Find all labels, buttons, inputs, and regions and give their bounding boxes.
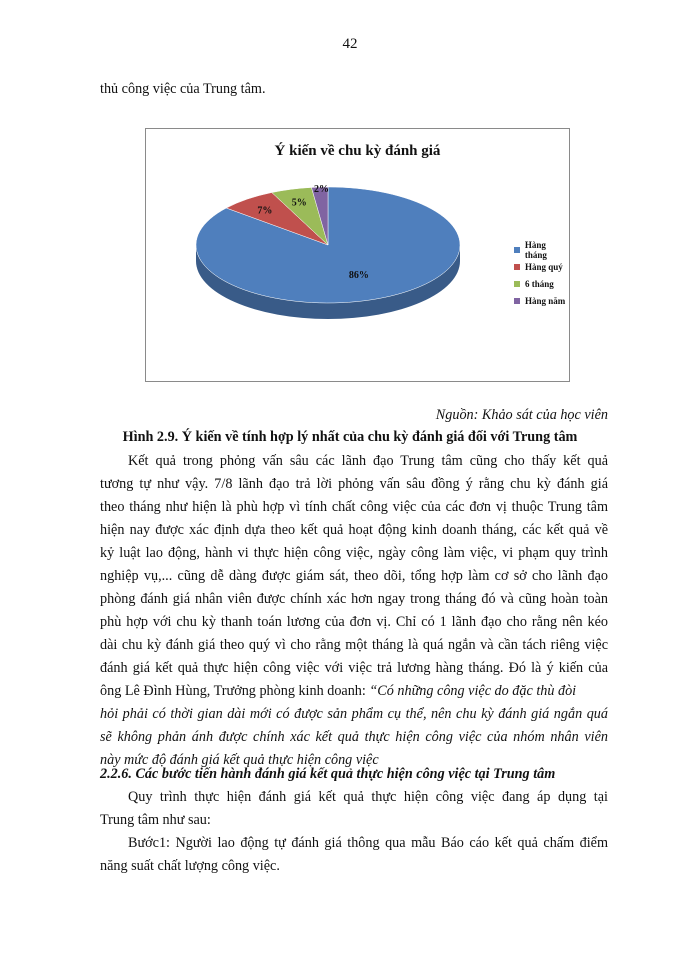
paragraph-line: phù hợp với chu kỳ thanh toán lương của đơn vị. Chỉ có 1 lãnh đạo cho rằng nên kéo: [100, 614, 608, 630]
paragraph-line: năng suất chất lượng công việc.: [100, 858, 280, 874]
legend-label: Hàng quý: [525, 261, 563, 272]
legend-label: Hàng tháng: [524, 239, 547, 260]
figure-source: Nguồn: Khảo sát của học viên: [435, 407, 608, 423]
legend-swatch-hang-quy: [514, 264, 520, 270]
paragraph-line: nghiệp vụ,... cũng dễ dàng được giám sát, theo dõi, tổng hợp làm cơ sở cho lãnh đạo: [100, 568, 608, 584]
section-heading: 2.2.6. Các bước tiến hành đánh giá kết quả thực hiện công việc tại Trung tâm: [100, 766, 556, 782]
paragraph-line: hiện nay được xác định dựa theo kết quả hoạt động kinh doanh tháng, các kết quả về: [100, 522, 608, 538]
speaker-text: ông Lê Đình Hùng, Trưởng phòng kinh doanh:: [100, 683, 370, 699]
paragraph-line: Bước1: Người lao động tự đánh giá thông qua mẫu Báo cáo kết quả chấm điểm: [128, 835, 608, 851]
chart-legend: [514, 241, 569, 309]
quote-line: này mức độ đánh giá kết quả thực hiện công việc: [100, 752, 379, 768]
pie-label-0: 86%: [348, 269, 369, 281]
paragraph-line: phòng đánh giá nhân viên được chính xác hơn ngay trong tháng đó và cũng hoàn toàn: [100, 591, 608, 607]
quote-line: hỏi phải có thời gian dài mới có được sản phẩm cụ thể, nên chu kỳ đánh giá ngắn quá: [100, 706, 608, 722]
legend-item: [514, 292, 569, 309]
pie-chart: [145, 128, 570, 382]
page-number: 42: [342, 36, 358, 52]
paragraph-line: Trung tâm như sau:: [100, 812, 211, 828]
paragraph-line: kỷ luật lao động, hành vi thực hiện công việc, ngày công làm việc, vi phạm quy trình: [100, 545, 608, 561]
chart-title: Ý kiến về chu kỳ đánh giá: [274, 143, 441, 159]
quote-start: “Có những công việc do đặc thù đòi: [369, 683, 577, 699]
pie-chart-canvas: [146, 129, 571, 383]
lead-line: thủ công việc của Trung tâm.: [100, 81, 266, 97]
figure-caption: Hình 2.9. Ý kiến về tính hợp lý nhất của chu kỳ đánh giá đối với Trung tâm: [122, 429, 578, 445]
paragraph-line: Kết quả trong phỏng vấn sâu các lãnh đạo Trung tâm cũng cho thấy kết quả: [128, 453, 608, 469]
legend-item: [514, 241, 569, 258]
legend-label: Hàng năm: [525, 295, 566, 306]
paragraph-line: tương tự như vậy. 7/8 lãnh đạo trả lời phỏng vấn sâu đồng ý rằng chu kỳ đánh giá: [100, 476, 608, 492]
quote-line: sẽ không phản ánh được chính xác kết quả thực hiện công việc của nhóm nhân viên: [100, 729, 608, 745]
pie-label-3: 2%: [314, 183, 330, 195]
legend-swatch-6-thang: [514, 281, 520, 287]
legend-swatch-hang-nam: [514, 298, 520, 304]
legend-item: [514, 258, 569, 275]
legend-item: [514, 275, 569, 292]
legend-label: 6 tháng: [525, 278, 554, 289]
paragraph-line: đánh giá kết quả thực hiện công việc với việc trả lương hàng tháng. Đó là ý kiến của: [100, 660, 608, 676]
paragraph-line: dài chu kỳ đánh giá theo quý vì cho rằng một tháng là quá ngắn và cần tách riêng việc: [100, 637, 608, 653]
pie-label-2: 5%: [291, 197, 307, 209]
legend-swatch-hang-thang: [514, 247, 520, 253]
paragraph-line: theo tháng như hiện là phù hợp vì tính chất công việc của các đơn vị thuộc Trung tâm: [100, 499, 608, 515]
pie-label-1: 7%: [257, 205, 273, 217]
paragraph-line: [100, 682, 608, 700]
paragraph-line: Quy trình thực hiện đánh giá kết quả thực hiện công việc đang áp dụng tại: [128, 789, 608, 805]
